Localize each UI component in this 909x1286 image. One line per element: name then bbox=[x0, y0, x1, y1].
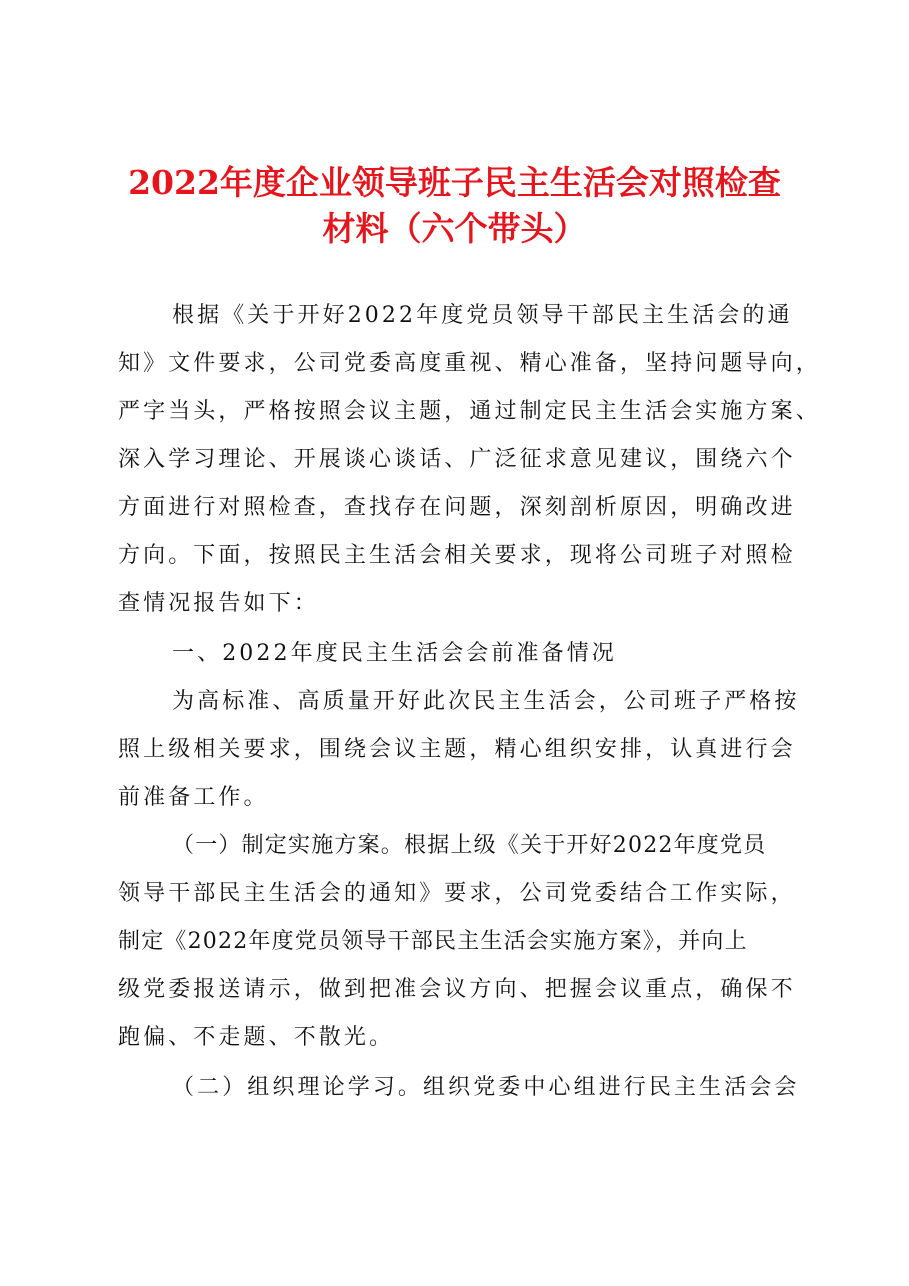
paragraph-line: 前准备工作。 bbox=[118, 785, 269, 810]
paragraph-line: 制定《2022年度党员领导干部民主生活会实施方案》，并向上 bbox=[118, 929, 748, 954]
paragraph-line: 跑偏、不走题、不散光。 bbox=[118, 1025, 395, 1050]
paragraph-line: （二）组织理论学习。组织党委中心组进行民主生活会会 bbox=[172, 1075, 800, 1100]
paragraph-line: 级党委报送请示，做到把准会议方向、把握会议重点，确保不 bbox=[118, 977, 796, 1002]
section-heading: 一、2022年度民主生活会会前准备情况 bbox=[172, 641, 617, 666]
paragraph-line: 方向。下面，按照民主生活会相关要求，现将公司班子对照检 bbox=[118, 543, 796, 568]
paragraph-line: 领导干部民主生活会的通知》要求，公司党委结合工作实际， bbox=[118, 881, 796, 906]
paragraph-line: 深入学习理论、开展谈心谈话、广泛征求意见建议，围绕六个 bbox=[118, 447, 796, 472]
paragraph-line: 知》文件要求，公司党委高度重视、精心准备，坚持问题导向， bbox=[118, 351, 821, 376]
document-title-line-2: 材料（六个带头） bbox=[322, 209, 587, 248]
document-title-line-1: 2022年度企业领导班子民主生活会对照检查 bbox=[128, 163, 781, 202]
paragraph-line: （一）制定实施方案。根据上级《关于开好2022年度党员 bbox=[172, 833, 767, 858]
paragraph-line: 根据《关于开好2022年度党员领导干部民主生活会的通 bbox=[172, 303, 793, 328]
paragraph-line: 严字当头，严格按照会议主题，通过制定民主生活会实施方案、 bbox=[118, 399, 821, 424]
paragraph-line: 为高标准、高质量开好此次民主生活会，公司班子严格按 bbox=[172, 689, 800, 714]
paragraph-line: 照上级相关要求，围绕会议主题，精心组织安排，认真进行会 bbox=[118, 737, 796, 762]
paragraph-line: 方面进行对照检查，查找存在问题，深刻剖析原因，明确改进 bbox=[118, 495, 796, 520]
paragraph-line: 查情况报告如下： bbox=[118, 591, 319, 616]
